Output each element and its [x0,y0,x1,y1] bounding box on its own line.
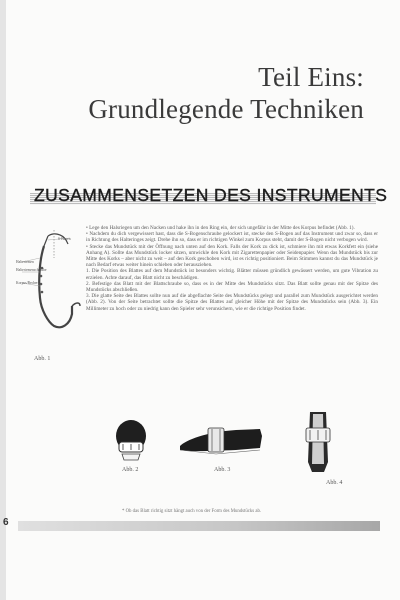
fig1-callout-halteriemen: Halteriemen [16,260,34,264]
footer-bar [18,521,380,531]
paragraph: • Stecke das Mundstück mit der Öffnung nach unten auf den Kork. Falls der Kork zu dick ist, schmiere ihn mit etwas Korkfett ein (siehe Anhang A). Sollte das Mundstück locker sitzen, umwickle den Kork mit Zigarettenpapier oder Seidenpapier. Wenn das Mundstück bis zur Mitte des Korks – aber nicht zu weit – auf den Kork geschoben wird, ist es richtig positioniert. Beim Stimmen kannst du das Mundstück je nach Bedarf etwas weiter hinein schieben oder herausziehen. [86,243,378,269]
paragraph: 3. Die glatte Seite des Blattes sollte nun auf die abgeflachte Seite des Mundstücks gelegt und parallel zum Mundstück ausgerichtet werden (Abb. 2). Von der Seite betrachtet sollte die Spitze des Blattes auf gleicher Höhe mit der Spitze des Mundstücks sein (Abb. 3). Ein Millimeter zu hoch oder zu niedrig kann den Spieler sehr verunsichern, wie er die richtige Position findet. [86,293,378,312]
chapter-title-line2: Grundlegende Techniken [88,94,364,124]
fig3-label: Abb. 3 [214,467,231,473]
fig4-label: Abb. 4 [326,480,343,486]
paragraph: 2. Befestige das Blatt mit der Blattschraube so, dass es in der Mitte des Mundstücks sitzt. Das Blatt sollte genau mit der Spitze des Mundstücks abschließen. [86,280,378,294]
paragraph: • Nachdem du dich vergewissert hast, dass die S-Bogenschraube gelockert ist, stecke den S-Bogen auf das Instrument und zwar so, dass er in Richtung des Halteringes zeigt. Drehe ihn so, dass er im richtigen Winkel zum Korpus steht, damit der S-Bogen nicht verbogen wird. [86,231,378,244]
mouthpiece-front-illustration [110,418,152,464]
instruction-text [86,225,378,312]
section-heading-text: ZUSAMMENSETZEN DES INSTRUMENTS [34,185,388,205]
saxophone-illustration [18,228,84,348]
section-heading [30,183,388,215]
fig1-callout-halteriemenschraube: Halteriemenschraube [16,268,47,272]
paragraph: 1. Die Position des Blattes auf dem Mundstück ist besonders wichtig. Blätter müssen gründlich gewässert werden, um gute Vibration zu erzielen. Achte darauf, das Blatt nicht zu beschädigen. [86,268,378,281]
fig1-label: Abb. 1 [34,356,51,362]
paragraph: • Lege den Halsriegen um den Nacken und hake ihn in den Ring ein, der sich ungefähr in der Mitte des Korpus befindet (Abb. 1). [86,225,355,231]
mouthpiece-side-illustration [176,420,266,460]
chapter-title-line1: Teil Eins: [258,62,364,92]
fig2-label: Abb. 2 [122,467,139,473]
reed-ligature-illustration [298,410,338,476]
footnote: * Ob das Blatt richtig sitzt hängt auch von der Form des Mundstücks ab. [122,509,262,514]
fig1-callout-korpus: Korpus/Becher [16,281,38,285]
fig1-callout-s-bogen: S-Bogen [58,237,71,241]
page-number: 6 [3,517,9,528]
page-edge-shadow [0,0,6,600]
